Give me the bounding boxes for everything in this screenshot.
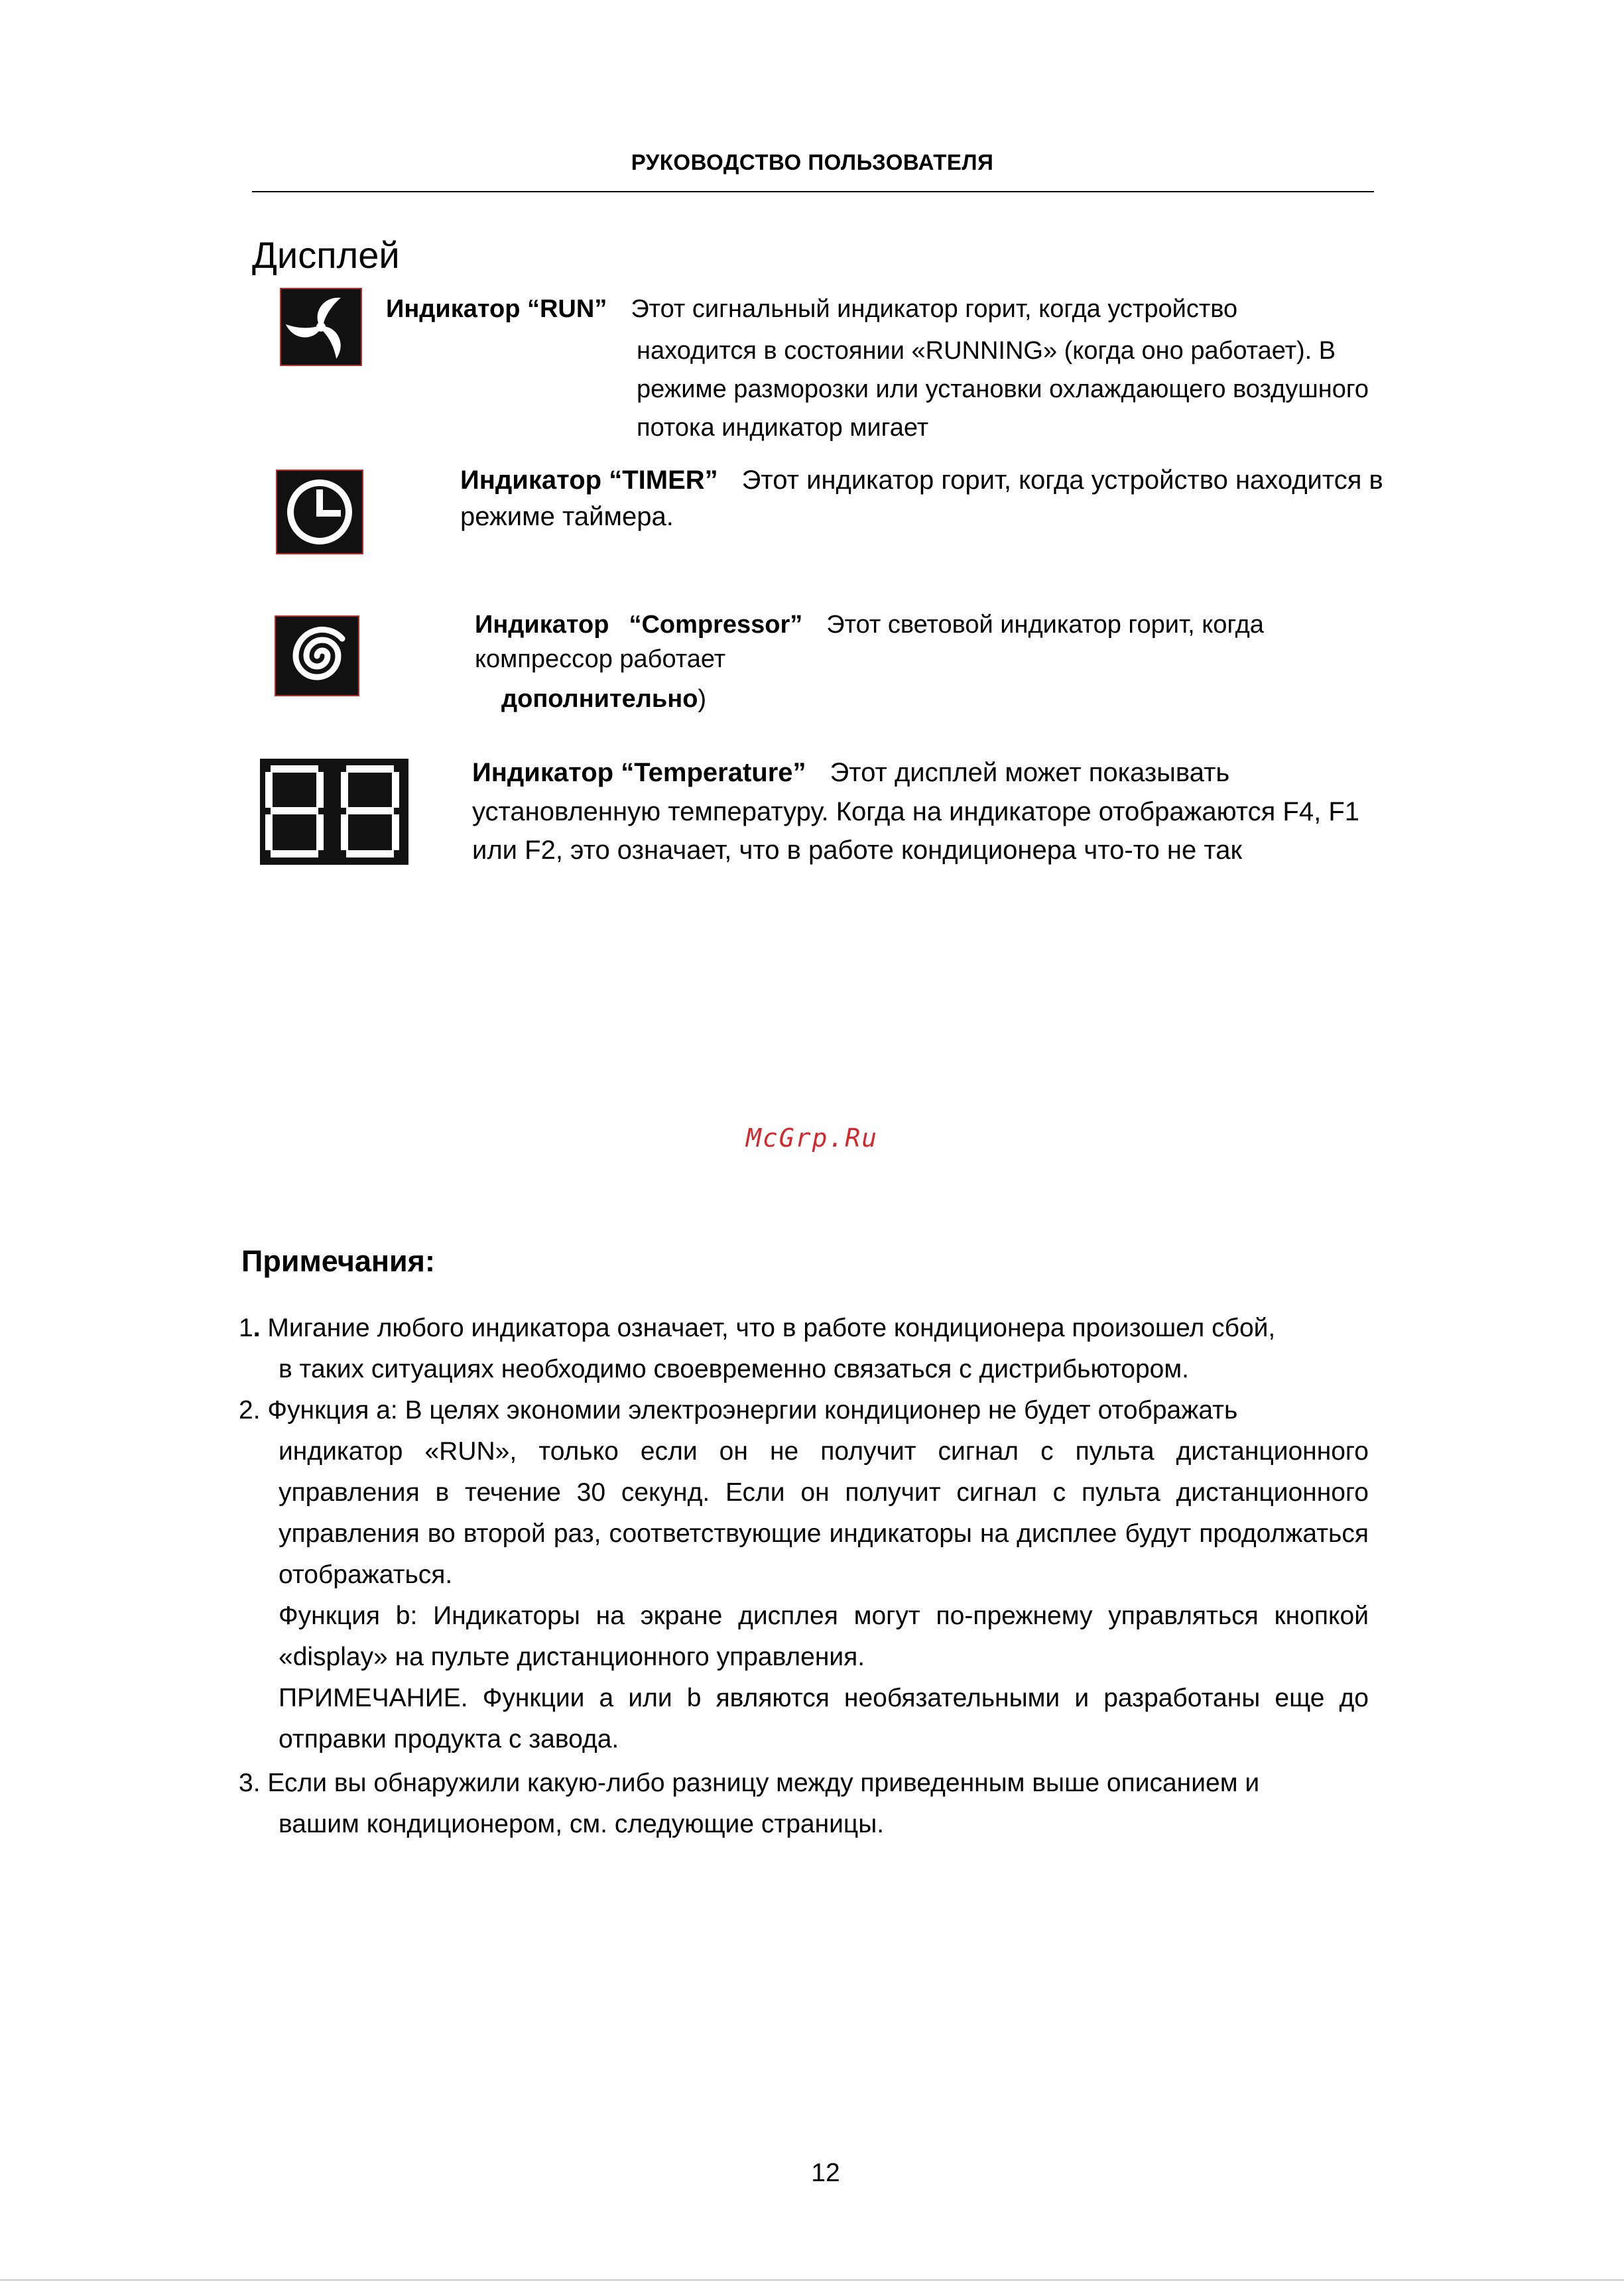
note-number: 2. [239,1396,261,1425]
note-remark: ПРИМЕЧАНИЕ. Функции a или b являются необязательными и разработаны еще до отправки продукта с завода. [279,1684,1369,1753]
section-title: Дисплей [252,234,400,276]
note-item-3 [239,1763,1369,1845]
header-divider [252,191,1374,192]
compressor-indicator-label-prefix: Индикатор [475,611,609,639]
note-item-1 [239,1308,1369,1390]
page-number: 12 [811,2159,840,2187]
run-indicator-line2: находится в состоянии «RUNNING» (когда оно работает). В [637,337,1336,365]
note-item-2 [239,1390,1369,1760]
compressor-indicator-text [475,607,1416,676]
timer-indicator-text [460,462,1455,535]
compressor-indicator-line3-bold: дополнительно [501,685,698,713]
timer-indicator-label: Индикатор “TIMER” [460,466,718,495]
note-number: 3. [239,1769,261,1797]
run-indicator-description [637,332,1432,447]
fan-icon [280,288,362,366]
run-indicator-line3: режиме разморозки или установки охлаждающего воздушного [637,375,1369,403]
compressor-indicator-line1: Этот световой индикатор горит, когда [826,611,1264,639]
clock-icon [276,470,363,554]
page-bottom-edge [0,2279,1624,2281]
compressor-indicator-line2: компрессор работает [475,645,726,673]
compressor-spiral-icon [275,615,359,696]
temperature-indicator-text [472,753,1434,869]
compressor-indicator-note [501,680,706,718]
note-text-continued: вашим кондиционером, см. следующие страницы. [279,1810,885,1838]
timer-indicator-line2: режиме таймера. [460,502,674,531]
compressor-indicator-label-name: “Compressor” [629,611,803,639]
temperature-indicator-line3: или F2, это означает, что в работе кондиционера что-то не так [472,836,1242,865]
watermark: McGrp.Ru [745,1123,879,1153]
note-text-continued: в таких ситуациях необходимо своевременно связаться с дистрибьютором. [279,1355,1190,1383]
note-number: 1 [239,1314,253,1342]
notes-title: Примечания: [241,1244,435,1278]
run-indicator-line1: Этот сигнальный индикатор горит, когда устройство [631,295,1238,323]
run-indicator-text [386,290,1394,328]
run-indicator-label: Индикатор “RUN” [386,295,607,323]
temperature-indicator-line2: установленную температуру. Когда на индикаторе отображаются F4, F1 [472,797,1360,826]
run-indicator-line4: потока индикатор мигает [637,414,929,442]
timer-indicator-line1: Этот индикатор горит, когда устройство находится в [741,466,1383,495]
note-function-b: Функция b: Индикаторы на экране дисплея могут по-прежнему управляться кнопкой «display» на пульте дистанционного управления. [279,1602,1369,1671]
note-text: Мигание любого индикатора означает, что в работе кондиционера произошел сбой, [267,1314,1276,1342]
temperature-indicator-label: Индикатор “Temperature” [472,758,806,787]
temperature-indicator-line1: Этот дисплей может показывать [830,758,1230,787]
note-number-dot: . [253,1314,261,1342]
note-text: Если вы обнаружили какую-либо разницу между приведенным выше описанием и [267,1769,1260,1797]
compressor-indicator-line3-tail: ) [698,685,707,713]
header-title: РУКОВОДСТВО ПОЛЬЗОВАТЕЛЯ [631,150,994,174]
note-text: Функция a: В целях экономии электроэнергии кондиционер не будет отображать [267,1396,1238,1425]
note-text-continued: индикатор «RUN», только если он не получит сигнал с пульта дистанционного управления в течение 30 секунд. Если он получит сигнал с пульта дистанционного управления во второй раз, соответствующие индикаторы на дисплее будут продолжаться отображаться. [279,1437,1369,1589]
seven-segment-display-icon [260,759,408,865]
